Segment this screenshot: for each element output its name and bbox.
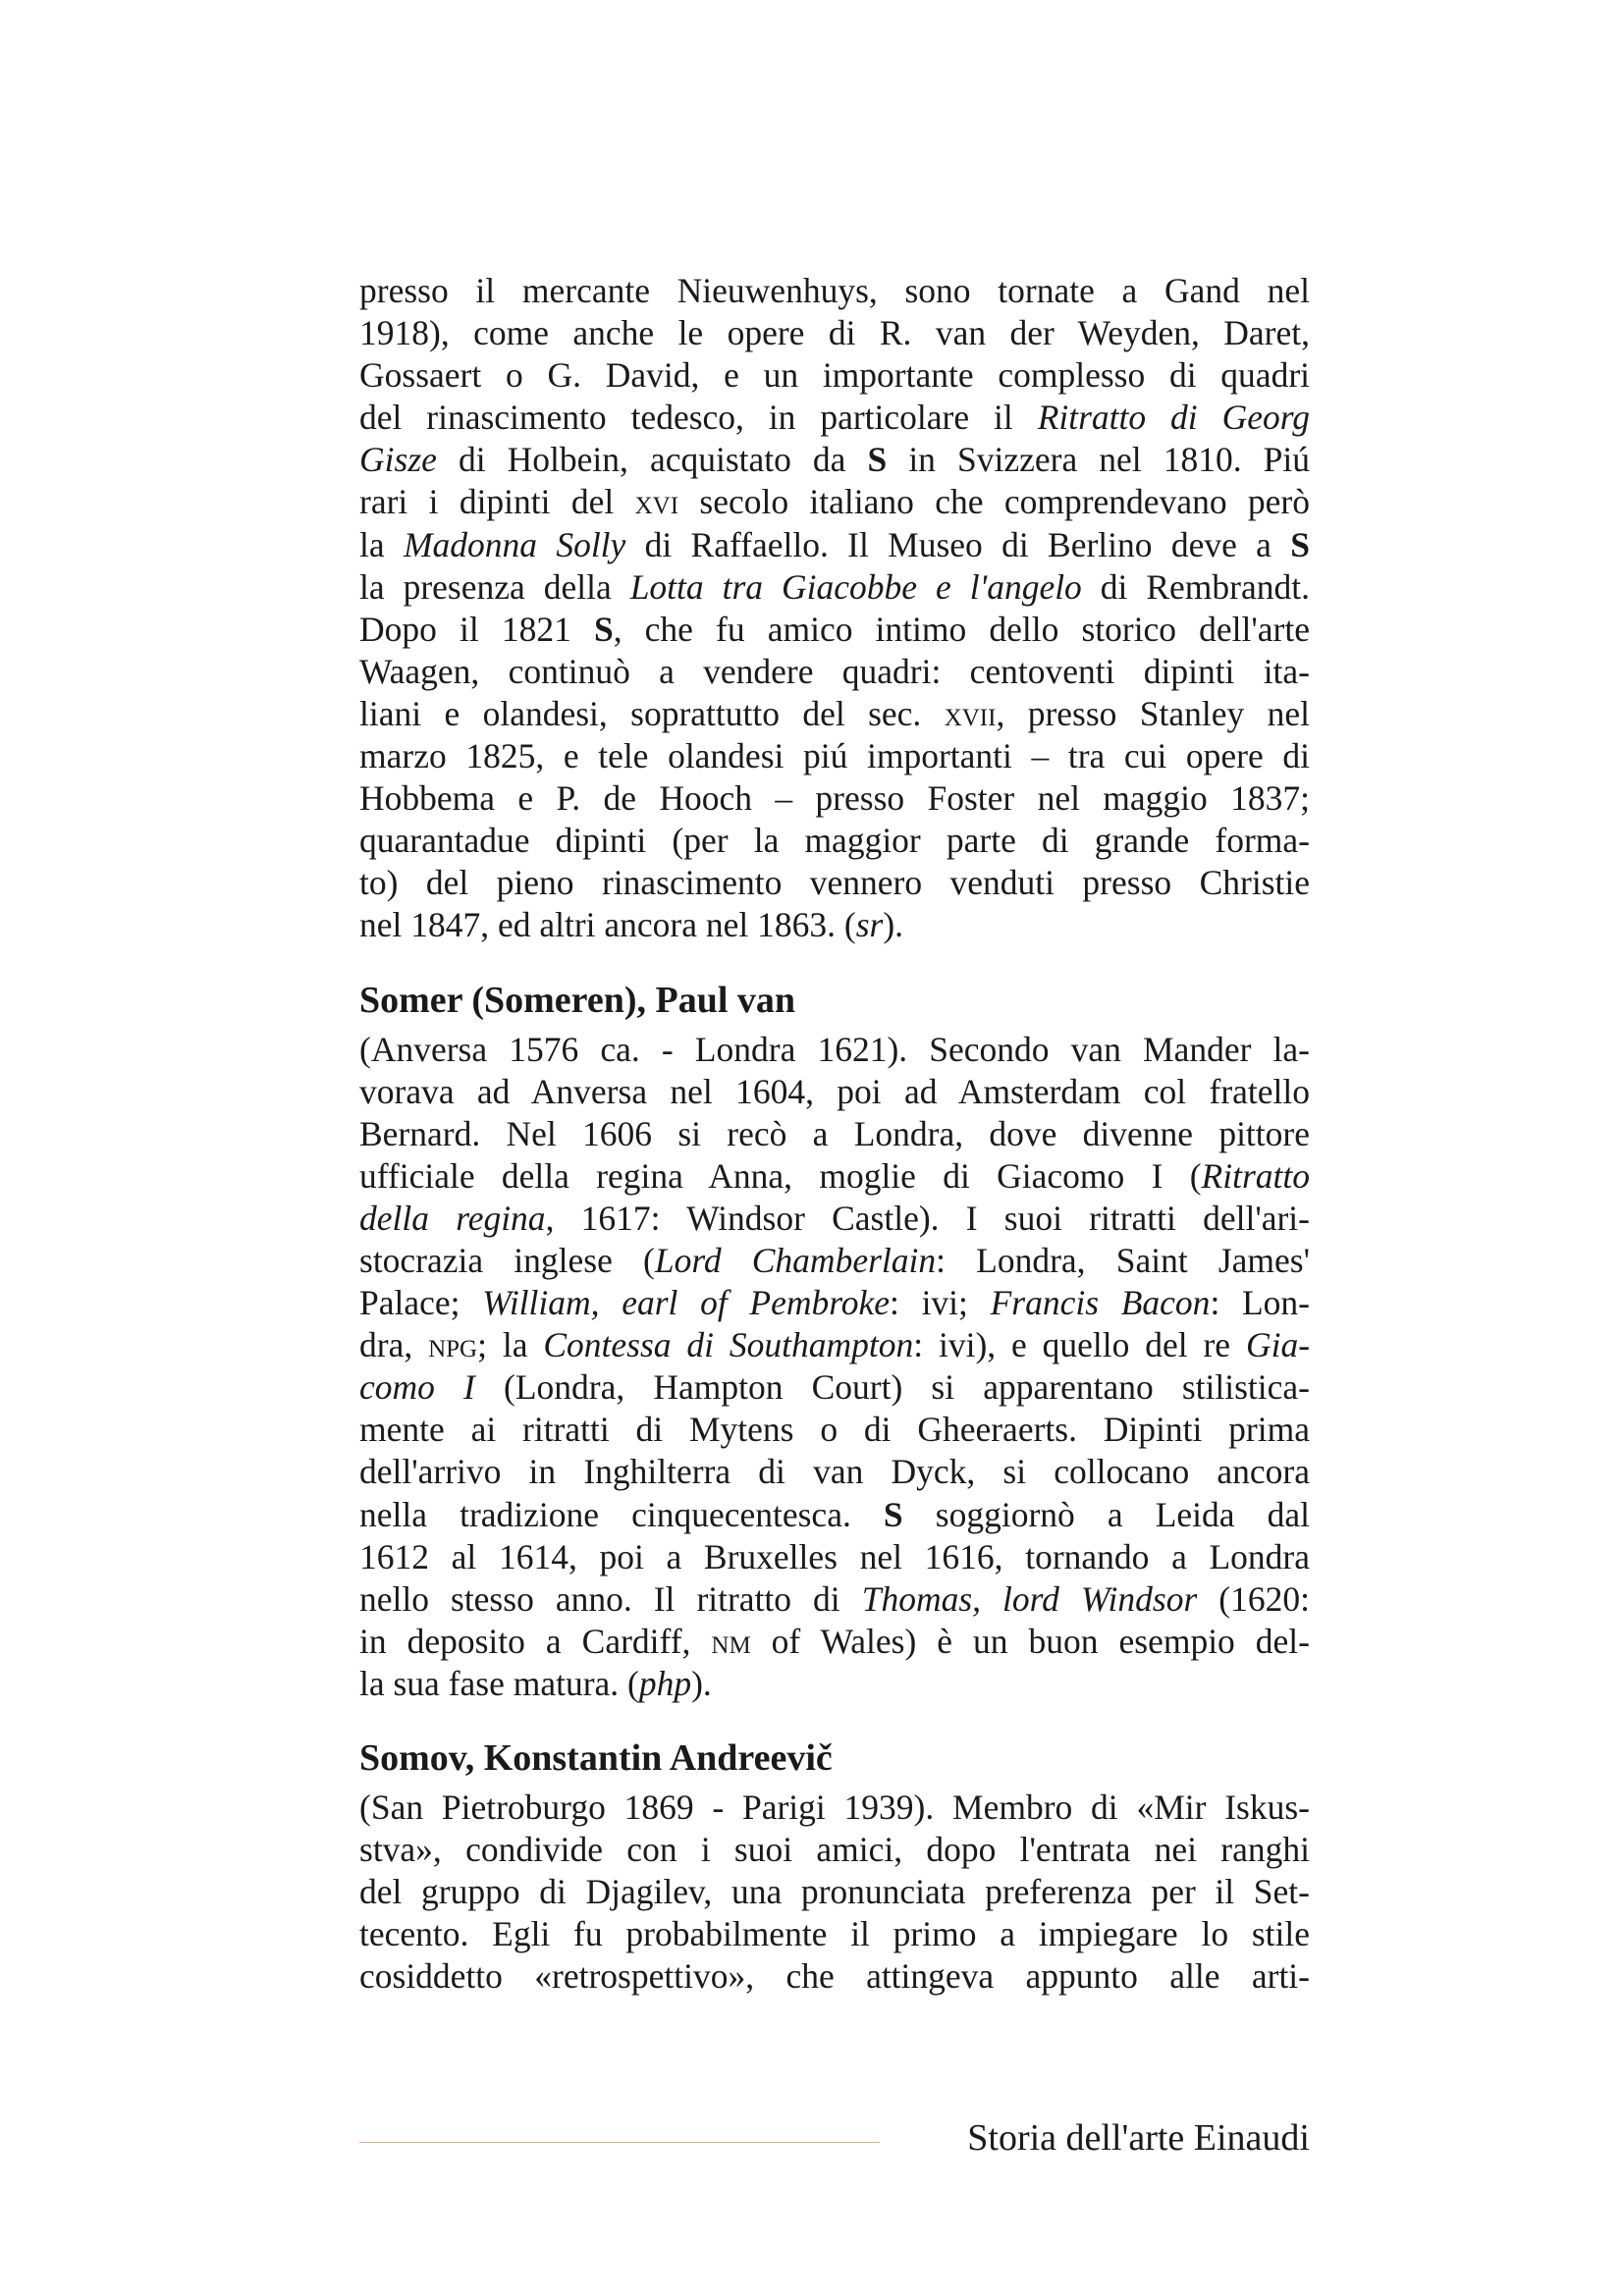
- italic-run: William, earl of Pembroke: [482, 1283, 891, 1323]
- text-run: secolo italiano che comprendevano però: [678, 482, 1311, 522]
- page-body: [359, 270, 1310, 1998]
- text-run: quarantadue dipinti (per la maggior parte di grande forma-: [359, 821, 1310, 861]
- text-run: Hobbema e P. de Hooch – presso Foster nel maggio 1837;: [359, 778, 1310, 819]
- text-line: [359, 1113, 1310, 1155]
- text-line: [359, 1578, 1310, 1621]
- italic-run: sr: [855, 905, 884, 945]
- text-run: stocrazia inglese (: [359, 1240, 655, 1280]
- text-line: [359, 270, 1310, 312]
- text-line: [359, 1955, 1310, 1998]
- text-run: , presso Stanley nel: [996, 693, 1311, 733]
- entry-heading: Somer (Someren), Paul van: [359, 979, 796, 1021]
- entry-body: [359, 1787, 1310, 1998]
- text-run: del gruppo di Djagilev, una pronunciata preferenza per il Set-: [359, 1872, 1310, 1912]
- text-run: 1612 al 1614, poi a Bruxelles nel 1616, tornando a Londra: [359, 1536, 1310, 1576]
- text-line: [359, 693, 1310, 735]
- text-line: [359, 1366, 1310, 1409]
- text-line: [359, 1324, 1310, 1366]
- text-run: , che fu amico intimo dello storico dell'arte: [613, 609, 1310, 649]
- dictionary-entry: [359, 977, 1310, 1706]
- italic-run: php: [638, 1663, 692, 1703]
- text-line: [359, 651, 1310, 693]
- text-line: [359, 904, 1310, 946]
- text-line: [359, 1071, 1310, 1113]
- text-run: (Londra, Hampton Court) si apparentano stilistica-: [474, 1367, 1310, 1408]
- dictionary-entry: [359, 1735, 1310, 1998]
- bold-run: S: [1290, 524, 1310, 564]
- text-run: presso il mercante Nieuwenhuys, sono tornate a Gand nel: [359, 271, 1310, 310]
- text-line: [359, 566, 1310, 609]
- text-line: [359, 1409, 1310, 1451]
- text-run: ; la: [477, 1325, 544, 1365]
- italic-run: Ritratto: [1201, 1155, 1310, 1196]
- text-run: dra,: [359, 1325, 429, 1365]
- text-run: la sua fase matura. (: [359, 1663, 639, 1703]
- italic-run: Lord Chamberlain: [654, 1240, 937, 1280]
- text-line: [359, 820, 1310, 862]
- text-line: [359, 1829, 1310, 1871]
- text-line: [359, 1787, 1310, 1829]
- text-line: [359, 1871, 1310, 1913]
- text-run: : Londra, Saint James': [936, 1240, 1310, 1280]
- text-line: [359, 524, 1310, 566]
- text-run: rari i dipinti del: [359, 482, 635, 522]
- text-line: [359, 1913, 1310, 1955]
- italic-run: como I: [359, 1367, 475, 1408]
- italic-run: Francis Bacon: [990, 1283, 1211, 1323]
- text-run: Dopo il 1821: [359, 609, 594, 649]
- smallcaps-run: xvi: [634, 482, 679, 522]
- footer-title: Storia dell'arte Einaudi: [967, 2117, 1310, 2159]
- text-line: [359, 481, 1310, 523]
- italic-run: Ritratto di Georg: [1037, 398, 1310, 438]
- text-line: [359, 1240, 1310, 1282]
- text-line: [359, 397, 1310, 439]
- text-run: stva», condivide con i suoi amici, dopo l'entrata nei ranghi: [359, 1830, 1310, 1870]
- text-line: [359, 312, 1310, 354]
- text-run: mente ai ritratti di Mytens o di Gheeraerts. Dipinti prima: [359, 1410, 1310, 1450]
- bold-run: S: [883, 1494, 903, 1534]
- smallcaps-run: nm: [711, 1621, 751, 1661]
- text-run: di Holbein, acquistato da: [436, 440, 868, 480]
- text-run: liani e olandesi, soprattutto del sec.: [359, 693, 945, 733]
- text-run: Waagen, continuò a vendere quadri: centoventi dipinti ita-: [359, 651, 1310, 691]
- text-run: : Lon-: [1210, 1283, 1311, 1323]
- text-run: nella tradizione cinquecentesca.: [359, 1494, 884, 1534]
- italic-run: Madonna Solly: [403, 524, 626, 564]
- footer-rule: [359, 2142, 880, 2143]
- text-run: ).: [691, 1663, 712, 1703]
- text-run: del rinascimento tedesco, in particolare il: [359, 398, 1038, 438]
- text-run: cosiddetto «retrospettivo», che attingeva appunto alle arti-: [359, 1956, 1310, 1997]
- text-line: [359, 862, 1310, 904]
- italic-run: Contessa di Southampton: [543, 1325, 914, 1365]
- italic-run: Thomas, lord Windsor: [861, 1578, 1198, 1619]
- text-run: : ivi), e quello del re: [913, 1325, 1246, 1365]
- text-run: di Raffaello. Il Museo di Berlino deve a: [625, 524, 1291, 564]
- text-line: [359, 1282, 1310, 1324]
- text-line: [359, 1494, 1310, 1536]
- text-run: (Anversa 1576 ca. - Londra 1621). Secondo van Mander la-: [359, 1029, 1310, 1069]
- text-line: [359, 609, 1310, 651]
- italic-run: Gisze: [359, 440, 437, 480]
- text-run: nello stesso anno. Il ritratto di: [359, 1578, 862, 1619]
- page-footer: [359, 2113, 1310, 2163]
- text-run: Palace;: [359, 1283, 483, 1323]
- text-line: [359, 439, 1310, 481]
- text-run: marzo 1825, e tele olandesi piú importanti – tra cui opere di: [359, 736, 1310, 776]
- italic-run: della regina: [359, 1198, 546, 1238]
- text-run: la presenza della: [359, 566, 630, 607]
- text-run: to) del pieno rinascimento vennero venduti presso Christie: [359, 863, 1310, 903]
- text-run: di Rembrandt.: [1081, 566, 1310, 607]
- smallcaps-run: xvii: [944, 693, 997, 733]
- text-run: vorava ad Anversa nel 1604, poi ad Amsterdam col fratello: [359, 1071, 1310, 1111]
- text-line: [359, 1621, 1310, 1663]
- text-run: (San Pietroburgo 1869 - Parigi 1939). Membro di «Mir Iskus-: [359, 1788, 1310, 1827]
- text-run: soggiornò a Leida dal: [902, 1494, 1310, 1534]
- italic-run: Gia-: [1245, 1325, 1311, 1365]
- text-line: [359, 1155, 1310, 1198]
- text-line: [359, 1029, 1310, 1071]
- text-line: [359, 1451, 1310, 1493]
- text-line: [359, 1198, 1310, 1240]
- text-run: nel 1847, ed altri ancora nel 1863. (: [359, 905, 856, 945]
- text-run: in deposito a Cardiff,: [359, 1621, 712, 1661]
- smallcaps-run: npg: [428, 1325, 478, 1365]
- entry-body: [359, 1029, 1310, 1706]
- text-line: [359, 777, 1310, 820]
- text-line: [359, 354, 1310, 397]
- text-line: [359, 1536, 1310, 1578]
- text-run: tecento. Egli fu probabilmente il primo a impiegare lo stile: [359, 1914, 1310, 1954]
- text-run: Gossaert o G. David, e un importante complesso di quadri: [359, 355, 1310, 396]
- text-run: : ivi;: [890, 1283, 991, 1323]
- text-run: 1918), come anche le opere di R. van der Weyden, Daret,: [359, 313, 1310, 353]
- text-run: Bernard. Nel 1606 si recò a Londra, dove divenne pittore: [359, 1113, 1310, 1153]
- text-line: [359, 735, 1310, 777]
- text-run: in Svizzera nel 1810. Piú: [887, 440, 1310, 480]
- italic-run: Lotta tra Giacobbe e l'angelo: [629, 566, 1082, 607]
- text-run: of Wales) è un buon esempio del-: [750, 1621, 1310, 1661]
- text-run: ).: [883, 905, 904, 945]
- continuation-paragraph: [359, 270, 1310, 947]
- text-run: dell'arrivo in Inghilterra di van Dyck, si collocano ancora: [359, 1452, 1310, 1492]
- text-run: , 1617: Windsor Castle). I suoi ritratti dell'ari-: [545, 1198, 1310, 1238]
- entry-heading: Somov, Konstantin Andreevič: [359, 1737, 833, 1779]
- text-run: la: [359, 524, 404, 564]
- text-run: (1620:: [1197, 1578, 1310, 1619]
- entries: [359, 977, 1310, 1999]
- text-line: [359, 1663, 1310, 1705]
- bold-run: S: [593, 609, 614, 649]
- bold-run: S: [867, 440, 888, 480]
- text-run: ufficiale della regina Anna, moglie di Giacomo I (: [359, 1155, 1202, 1196]
